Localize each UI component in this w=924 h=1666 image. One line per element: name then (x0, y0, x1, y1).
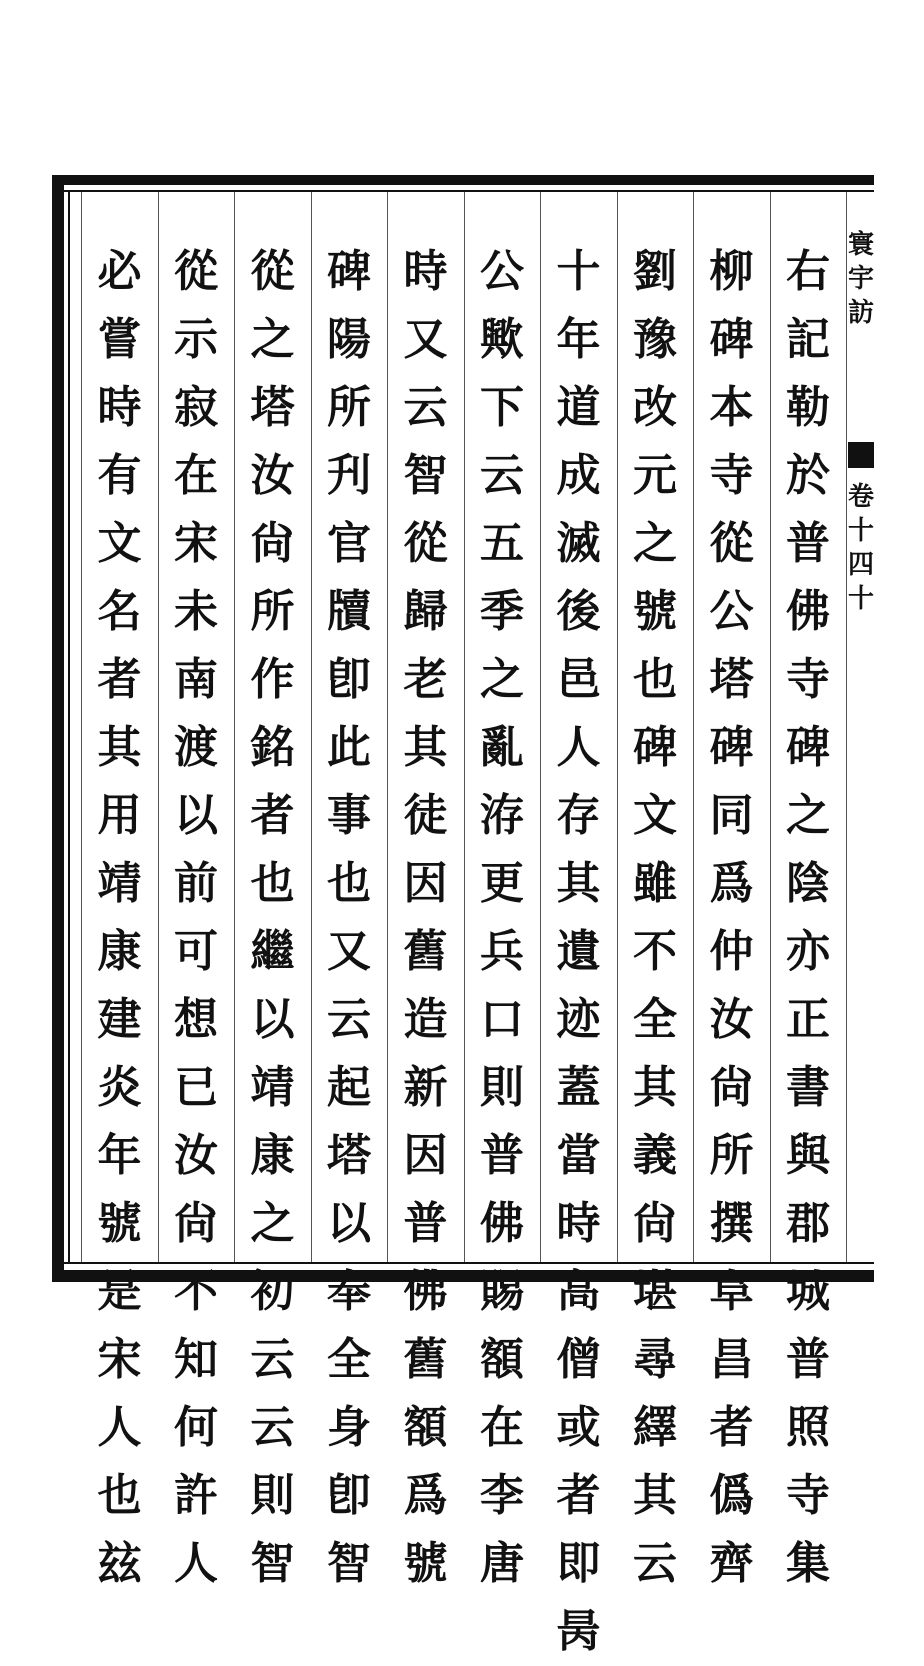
glyph: 爲 (709, 858, 754, 909)
glyph: 尙 (250, 518, 295, 569)
glyph: 之 (786, 790, 830, 841)
glyph: 柳 (709, 246, 754, 297)
glyph: 滅 (556, 518, 601, 569)
fore-edge-juan (848, 480, 874, 616)
glyph: 老 (403, 654, 448, 705)
glyph: 阜 (709, 1266, 754, 1317)
glyph: 汝 (250, 450, 295, 501)
glyph: 額 (480, 1334, 524, 1385)
glyph: 玆 (97, 1538, 142, 1589)
glyph: 年 (556, 314, 601, 365)
column-rule (158, 192, 159, 1262)
glyph: 因 (403, 858, 448, 909)
glyph: 初 (250, 1266, 295, 1317)
fore-edge-strip (848, 192, 874, 1262)
glyph: 即 (556, 1538, 601, 1589)
glyph: 其 (633, 1062, 677, 1113)
column-rule (311, 192, 312, 1262)
glyph: 右 (786, 246, 830, 297)
frame-left-inner-line (68, 190, 70, 1264)
glyph: 全 (633, 994, 677, 1045)
text-column (89, 238, 151, 1598)
glyph: 尙 (709, 1062, 754, 1113)
glyph: 官 (327, 518, 371, 569)
glyph: 人 (97, 1402, 142, 1453)
glyph: 公 (480, 246, 524, 297)
glyph: 十 (556, 246, 601, 297)
glyph: 智 (403, 450, 448, 501)
glyph: 時 (403, 246, 448, 297)
glyph: 豫 (633, 314, 677, 365)
glyph: 也 (633, 654, 677, 705)
glyph: 佛 (403, 1266, 448, 1317)
glyph: 舊 (403, 1334, 448, 1385)
glyph: 是 (97, 1266, 142, 1317)
frame-top-border (52, 175, 874, 185)
text-column (318, 238, 380, 1598)
glyph: 爲 (403, 1470, 448, 1521)
glyph: 云 (327, 994, 371, 1045)
glyph: 何 (174, 1402, 218, 1453)
text-column (242, 238, 304, 1598)
glyph: 劉 (633, 246, 677, 297)
glyph: 記 (786, 314, 830, 365)
glyph: 不 (633, 926, 677, 977)
glyph: 本 (709, 382, 754, 433)
glyph: 唐 (480, 1538, 524, 1589)
glyph: 可 (174, 926, 218, 977)
glyph: 後 (556, 586, 601, 637)
glyph: 宋 (97, 1334, 142, 1385)
glyph: 郡 (786, 1198, 830, 1249)
glyph: 起 (327, 1062, 371, 1113)
glyph: 汝 (174, 1130, 218, 1181)
glyph: 不 (174, 1266, 218, 1317)
fishtail-mark (848, 442, 874, 468)
glyph: 其 (633, 1470, 677, 1521)
glyph: 銘 (250, 722, 295, 773)
glyph: 碑 (633, 722, 677, 773)
glyph: 蓋 (556, 1062, 601, 1113)
glyph: 尋 (633, 1334, 677, 1385)
glyph: 從 (250, 246, 295, 297)
column-rule (846, 192, 847, 1262)
glyph: 建 (97, 994, 142, 1045)
glyph: 智 (250, 1538, 295, 1589)
glyph: 塔 (327, 1130, 371, 1181)
column-rule (770, 192, 771, 1262)
glyph: 勒 (786, 382, 830, 433)
glyph: 所 (709, 1130, 754, 1181)
glyph: 碑 (709, 722, 754, 773)
glyph: 於 (786, 450, 830, 501)
glyph: 事 (327, 790, 371, 841)
glyph: 碑 (709, 314, 754, 365)
glyph: 公 (709, 586, 754, 637)
glyph: 智 (327, 1538, 371, 1589)
glyph: 其 (556, 858, 601, 909)
glyph: 塔 (250, 382, 295, 433)
glyph: 年 (97, 1130, 142, 1181)
glyph: 用 (97, 790, 142, 841)
fore-edge-title (848, 228, 874, 330)
text-column (701, 238, 763, 1598)
text-column (395, 238, 457, 1598)
glyph: 齊 (709, 1538, 754, 1589)
glyph: 奉 (327, 1266, 371, 1317)
glyph: 此 (327, 722, 371, 773)
glyph: 碑 (327, 246, 371, 297)
glyph: 歟 (480, 314, 524, 365)
glyph: 康 (97, 926, 142, 977)
glyph: 其 (403, 722, 448, 773)
glyph: 普 (403, 1198, 448, 1249)
glyph: 照 (786, 1402, 830, 1453)
glyph: 從 (709, 518, 754, 569)
text-column (471, 238, 533, 1598)
glyph: 歸 (403, 586, 448, 637)
glyph: 者 (250, 790, 295, 841)
glyph: 必 (97, 246, 142, 297)
glyph: 有 (97, 450, 142, 501)
fore-edge-glyph: 訪 (848, 298, 875, 328)
glyph: 額 (403, 1402, 448, 1453)
glyph: 塔 (709, 654, 754, 705)
glyph: 亦 (786, 926, 830, 977)
glyph: 時 (97, 382, 142, 433)
glyph: 昺 (556, 1606, 601, 1657)
glyph: 普 (480, 1130, 524, 1181)
glyph: 下 (480, 382, 524, 433)
frame-left-border (52, 175, 64, 1282)
glyph: 全 (327, 1334, 371, 1385)
glyph: 義 (633, 1130, 677, 1181)
glyph: 也 (97, 1470, 142, 1521)
glyph: 嘗 (97, 314, 142, 365)
glyph: 前 (174, 858, 218, 909)
fore-edge-glyph: 十 (848, 584, 875, 614)
text-column (165, 238, 227, 1598)
glyph: 宋 (174, 518, 218, 569)
glyph: 其 (97, 722, 142, 773)
glyph: 改 (633, 382, 677, 433)
glyph: 又 (327, 926, 371, 977)
glyph: 知 (174, 1334, 218, 1385)
glyph: 之 (250, 314, 295, 365)
glyph: 文 (633, 790, 677, 841)
fore-edge-glyph: 宇 (848, 264, 875, 294)
column-rule (464, 192, 465, 1262)
glyph: 渡 (174, 722, 218, 773)
glyph: 高 (556, 1266, 601, 1317)
column-rule (693, 192, 694, 1262)
fore-edge-glyph: 卷 (848, 482, 875, 512)
glyph: 者 (97, 654, 142, 705)
glyph: 成 (556, 450, 601, 501)
glyph: 從 (403, 518, 448, 569)
glyph: 邑 (556, 654, 601, 705)
glyph: 碑 (786, 722, 830, 773)
glyph: 道 (556, 382, 601, 433)
text-column (548, 238, 610, 1666)
glyph: 或 (556, 1402, 601, 1453)
glyph: 者 (709, 1402, 754, 1453)
glyph: 身 (327, 1402, 371, 1453)
column-rule (81, 192, 82, 1262)
glyph: 云 (633, 1538, 677, 1589)
glyph: 以 (327, 1198, 371, 1249)
glyph: 當 (556, 1130, 601, 1181)
glyph: 之 (480, 654, 524, 705)
glyph: 想 (174, 994, 218, 1045)
glyph: 南 (174, 654, 218, 705)
glyph: 刋 (327, 450, 371, 501)
glyph: 元 (633, 450, 677, 501)
column-rule (540, 192, 541, 1262)
column-rule (234, 192, 235, 1262)
glyph: 存 (556, 790, 601, 841)
glyph: 汝 (709, 994, 754, 1045)
glyph: 以 (250, 994, 295, 1045)
glyph: 文 (97, 518, 142, 569)
glyph: 云 (480, 450, 524, 501)
glyph: 陰 (786, 858, 830, 909)
glyph: 名 (97, 586, 142, 637)
glyph: 也 (327, 858, 371, 909)
glyph: 堪 (633, 1266, 677, 1317)
glyph: 卽 (327, 654, 371, 705)
glyph: 以 (174, 790, 218, 841)
text-column (624, 238, 686, 1598)
glyph: 炎 (97, 1062, 142, 1113)
glyph: 牘 (327, 586, 371, 637)
fore-edge-glyph: 寰 (848, 230, 875, 260)
glyph: 口 (480, 994, 524, 1045)
glyph: 所 (327, 382, 371, 433)
glyph: 從 (174, 246, 218, 297)
glyph: 雖 (633, 858, 677, 909)
glyph: 號 (403, 1538, 448, 1589)
glyph: 者 (556, 1470, 601, 1521)
glyph: 因 (403, 1130, 448, 1181)
glyph: 之 (250, 1198, 295, 1249)
glyph: 云 (250, 1334, 295, 1385)
glyph: 靖 (250, 1062, 295, 1113)
glyph: 在 (174, 450, 218, 501)
glyph: 仲 (709, 926, 754, 977)
glyph: 在 (480, 1402, 524, 1453)
glyph: 更 (480, 858, 524, 909)
glyph: 寺 (709, 450, 754, 501)
glyph: 迹 (556, 994, 601, 1045)
glyph: 則 (480, 1062, 524, 1113)
glyph: 普 (786, 518, 830, 569)
glyph: 則 (250, 1470, 295, 1521)
glyph: 李 (480, 1470, 524, 1521)
glyph: 又 (403, 314, 448, 365)
glyph: 作 (250, 654, 295, 705)
glyph: 僞 (709, 1470, 754, 1521)
glyph: 號 (97, 1198, 142, 1249)
glyph: 普 (786, 1334, 830, 1385)
glyph: 寂 (174, 382, 218, 433)
glyph: 云 (250, 1402, 295, 1453)
glyph: 洊 (480, 790, 524, 841)
glyph: 季 (480, 586, 524, 637)
glyph: 城 (786, 1266, 830, 1317)
glyph: 康 (250, 1130, 295, 1181)
glyph: 示 (174, 314, 218, 365)
glyph: 尙 (633, 1198, 677, 1249)
column-rule (617, 192, 618, 1262)
glyph: 已 (174, 1062, 218, 1113)
glyph: 佛 (786, 586, 830, 637)
glyph: 昌 (709, 1334, 754, 1385)
glyph: 兵 (480, 926, 524, 977)
glyph: 之 (633, 518, 677, 569)
column-rule (387, 192, 388, 1262)
glyph: 造 (403, 994, 448, 1045)
glyph: 五 (480, 518, 524, 569)
glyph: 號 (633, 586, 677, 637)
glyph: 舊 (403, 926, 448, 977)
glyph: 繹 (633, 1402, 677, 1453)
glyph: 亂 (480, 722, 524, 773)
glyph: 寺 (786, 1470, 830, 1521)
text-column (777, 238, 839, 1598)
glyph: 新 (403, 1062, 448, 1113)
glyph: 同 (709, 790, 754, 841)
glyph: 未 (174, 586, 218, 637)
glyph: 賜 (480, 1266, 524, 1317)
glyph: 所 (250, 586, 295, 637)
glyph: 人 (556, 722, 601, 773)
frame-top-inner-line (52, 190, 874, 192)
fore-edge-glyph: 十 (848, 516, 875, 546)
glyph: 人 (174, 1538, 218, 1589)
glyph: 書 (786, 1062, 830, 1113)
glyph: 佛 (480, 1198, 524, 1249)
glyph: 云 (403, 382, 448, 433)
fore-edge-glyph: 四 (848, 550, 875, 580)
glyph: 與 (786, 1130, 830, 1181)
glyph: 繼 (250, 926, 295, 977)
glyph: 撰 (709, 1198, 754, 1249)
glyph: 時 (556, 1198, 601, 1249)
glyph: 寺 (786, 654, 830, 705)
glyph: 也 (250, 858, 295, 909)
glyph: 遺 (556, 926, 601, 977)
glyph: 徒 (403, 790, 448, 841)
glyph: 靖 (97, 858, 142, 909)
glyph: 許 (174, 1470, 218, 1521)
glyph: 僧 (556, 1334, 601, 1385)
glyph: 卽 (327, 1470, 371, 1521)
glyph: 正 (786, 994, 830, 1045)
glyph: 尙 (174, 1198, 218, 1249)
glyph: 集 (786, 1538, 830, 1589)
glyph: 陽 (327, 314, 371, 365)
